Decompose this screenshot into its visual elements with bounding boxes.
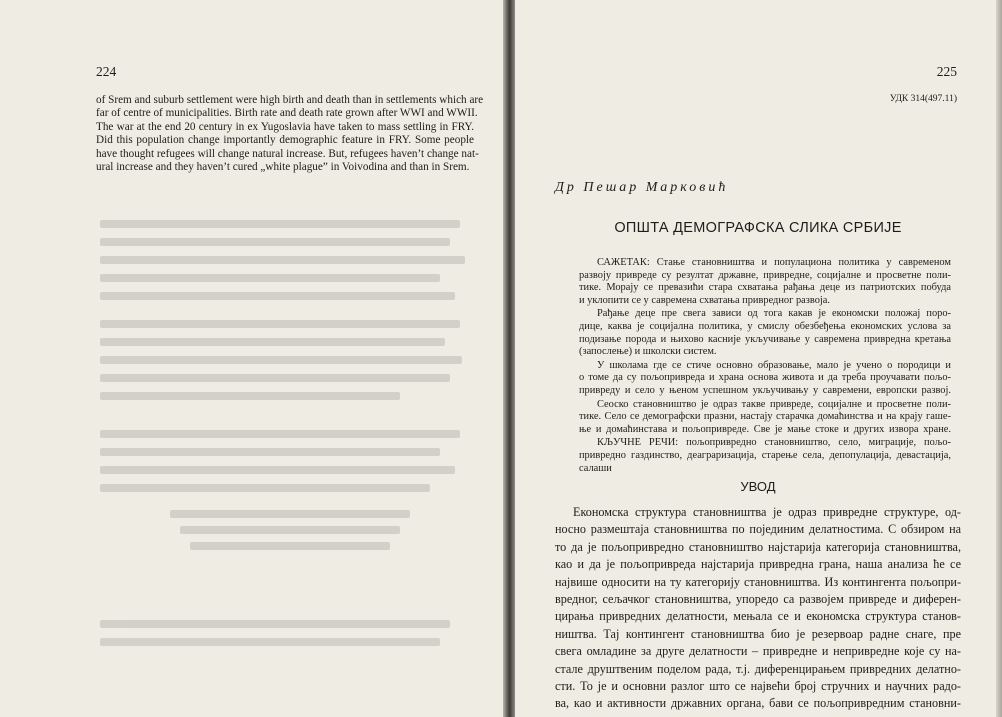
abstract: [579, 257, 951, 476]
udk-code: УДК 314(497.11): [889, 94, 957, 104]
text-line: ва, као и активности државних органа, бави се пољопривредним становни-: [555, 696, 961, 711]
text-line: ње и домаћинстава и пољопривреде. Све је мање стоке и других извора хране.: [579, 423, 951, 435]
text-line: то да је пољопривредно становништво најстарија категорија становништва,: [555, 539, 961, 554]
text-line: of Srem and suburb settlement were high birth and death than in settlements which are: [96, 94, 484, 106]
text-line: have thought refugees will change natural increase. But, refugees haven’t change nat-: [96, 147, 479, 160]
text-line: највише односити на ту категорију становништва. Из контингента пољопри-: [555, 574, 961, 589]
text-line: Сеоско становништво је одраз такве привреде, социјалне и просветне поли-: [597, 398, 951, 410]
text-line: far of centre of municipalities. Birth rate and death rate grown after WWI and WWII.: [96, 107, 478, 120]
text-line: цирања привредних делатности, мењала се и економска структура станов-: [555, 609, 961, 624]
section-heading: УВОД: [740, 479, 776, 494]
text-line: привредно газдинство, деаграризација, старење села, депопулација, девастација,: [579, 449, 951, 461]
text-line: Економска структура становништва је одраз привредне структуре, од-: [573, 505, 961, 519]
text-line: свега омладине за друге делатности – привредне и непривредне које су на-: [555, 644, 961, 659]
text-line: САЖЕТАК: Стање становништва и популациона политика у савременом: [597, 257, 951, 268]
abstract-paragraph: [579, 257, 951, 307]
text-line: развоју привреде су резултат државне, привредне, социјалне и просветне поли-: [579, 269, 951, 281]
text-line: тике. Морају се превазићи стара схватања рађања деце из патриотских побуда: [579, 282, 951, 294]
text-line: The war at the end 20 century in ex Yugoslavia have taken to mass settling in FRY.: [96, 120, 474, 133]
text-line: (запослење) и школски систем.: [579, 346, 717, 358]
text-line: као и да је пољопривреда најстарија привредна грана, наша анализа ће се: [555, 557, 961, 572]
right-page: [515, 0, 1002, 717]
page-edge: [996, 0, 1002, 717]
text-line: КЉУЧНЕ РЕЧИ: пољопривредно становништво, село, миграције, пољо-: [597, 437, 951, 449]
left-page-text: [96, 94, 484, 174]
article-title: ОПШТА ДЕМОГРАФСКА СЛИКА СРБИЈЕ: [614, 220, 902, 236]
book-gutter: [503, 0, 515, 717]
text-line: дице, каква је социјална политика, у смислу обезбеђења економских услова за: [579, 320, 951, 332]
body-paragraph: [555, 504, 961, 713]
abstract-paragraph: [579, 399, 951, 437]
page-number: 225: [936, 64, 957, 79]
text-line: ural increase and they haven’t cured „white plague” in Voivodina and than in Srem.: [96, 161, 470, 174]
text-line: вредног, сељачког становништва, упоредо са развојем привреде и диферен-: [555, 592, 961, 607]
text-line: и уклопити се у савремена схватања привредног развоја.: [579, 294, 830, 306]
text-line: о томе да су пољопривреда и храна основа живота и да треба проучавати пољо-: [579, 372, 951, 384]
text-line: привреду и село у њеном успешном укључивању у савремени, европски развој.: [579, 384, 951, 396]
text-line: Did this population change importantly demographic feature in FRY. Some people: [96, 134, 474, 147]
keywords: [579, 437, 951, 475]
text-line: У школама где се стиче основно образовање, мало је учено о породици и: [597, 359, 951, 371]
page-number: 224: [96, 64, 117, 79]
text-line: подизање порода и њихово касније укључивање у савремена привредна кретања: [579, 333, 951, 345]
author-name: Др Пешар Марковић: [555, 180, 729, 195]
text-line: сти. То је и основни разлог што се највећи број стручних и научних радо-: [555, 679, 961, 694]
bleed-through-ghost: [90, 180, 480, 680]
abstract-paragraph: [579, 308, 951, 358]
text-line: ништва. Тај контингент становништва био је резервоар радне снаге, пре: [555, 626, 961, 641]
text-line: салаши: [579, 462, 612, 474]
abstract-paragraph: [579, 360, 951, 398]
text-line: Рађање деце пре свега зависи од тога какав је економски положај поро-: [597, 308, 951, 320]
text-line: тике. Село се демографски празни, настају старачка домаћинства и на крају гаше-: [579, 411, 951, 423]
text-line: носно размештаја становништва по појединим делатностима. С обзиром на: [555, 522, 961, 537]
text-line: стале друштвеним поделом рада, т.ј. диференцирањем привредних делатно-: [555, 661, 961, 676]
